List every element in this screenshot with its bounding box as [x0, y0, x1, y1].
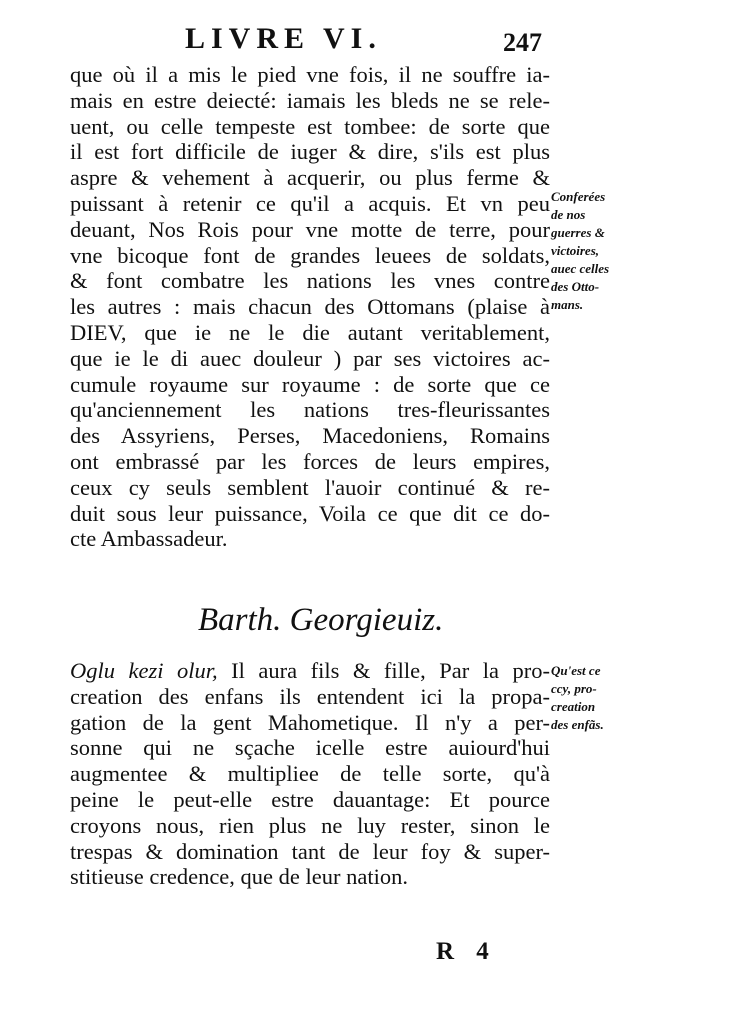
text-line: aspre & vehement à acquerir, ou plus ferme &: [70, 165, 550, 191]
text-line: & font combatre les nations les vnes contre: [70, 268, 550, 294]
margin-note-line: victoires,: [551, 243, 600, 258]
text-block-1: [70, 62, 550, 552]
text-line: puissant à retenir ce qu'il a acquis. Et vn peu: [70, 190, 550, 216]
text-line: gation de la gent Mahometique. Il n'y a per-: [70, 709, 550, 735]
text-line: duit sous leur puissance, Voila ce que dit ce do-: [70, 500, 550, 526]
margin-note-line: Conferées: [551, 189, 606, 204]
text-line: augmentee & multipliee de telle sorte, qu'à: [70, 761, 550, 787]
text-line: qu'anciennement les nations tres-fleurissantes: [70, 397, 550, 423]
margin-note-line: auec celles: [551, 261, 610, 276]
text-line: deuant, Nos Rois pour vne motte de terre, pour: [70, 216, 550, 242]
text-line: sonne qui ne sçache icelle estre auiourd'hui: [70, 735, 550, 761]
text-line: cte Ambassadeur.: [70, 526, 228, 552]
text-line-first: [70, 658, 550, 684]
text-line: que où il a mis le pied vne fois, il ne souffre ia-: [70, 62, 550, 87]
text-line: ceux cy seuls semblent l'auoir continué & re-: [70, 474, 550, 500]
margin-note-line: creation: [551, 699, 596, 714]
text-line: croyons nous, rien plus ne luy rester, sinon le: [70, 812, 550, 838]
running-head: LIVRE VI.: [185, 22, 382, 55]
text-line: creation des enfans ils entendent ici la propa-: [70, 683, 550, 709]
margin-note-line: des Otto-: [551, 279, 600, 294]
signature-mark: R 4: [436, 938, 497, 965]
margin-note-line: de nos: [551, 207, 586, 222]
margin-note-line: guerres &: [551, 225, 605, 240]
margin-note-line: Qu'est ce: [551, 663, 601, 678]
text-line: que ie le di auec douleur ) par ses victoires ac-: [70, 345, 550, 371]
text-line: mais en estre deiecté: iamais les bleds ne se rele-: [70, 87, 550, 113]
text-line: DIEV, que ie ne le die autant veritablement,: [70, 319, 550, 345]
margin-note-2: [551, 662, 641, 734]
page-number: 247: [503, 28, 542, 57]
text-line: il est fort difficile de iuger & dire, s'ils est plus: [70, 139, 550, 165]
margin-note-line: des enfãs.: [551, 717, 604, 732]
text-line: stitieuse credence, que de leur nation.: [70, 864, 408, 890]
text-line: vne bicoque font de grandes leuees de soldats,: [70, 242, 550, 268]
margin-note-1: [551, 188, 641, 314]
margin-note-line: ccy, pro-: [551, 681, 597, 696]
text-line: les autres : mais chacun des Ottomans (plaise à: [70, 294, 550, 320]
text-block-2: [70, 658, 550, 890]
text-line: peine le peut-elle estre dauantage: Et pource: [70, 786, 550, 812]
text-line: des Assyriens, Perses, Macedoniens, Romains: [70, 423, 550, 449]
text-line: uent, ou celle tempeste est tombee: de sorte que: [70, 113, 550, 139]
text-line: cumule royaume sur royaume : de sorte que ce: [70, 371, 550, 397]
text-run: Il aura fils & fille, Par la pro-: [217, 658, 550, 683]
margin-note-line: mans.: [551, 297, 584, 312]
section-heading: Barth. Georgieuiz.: [198, 602, 444, 638]
turkish-phrase: Oglu kezi olur,: [70, 658, 218, 683]
text-line: trespas & domination tant de leur foy & super-: [70, 838, 550, 864]
text-line: ont embrassé par les forces de leurs empires,: [70, 448, 550, 474]
